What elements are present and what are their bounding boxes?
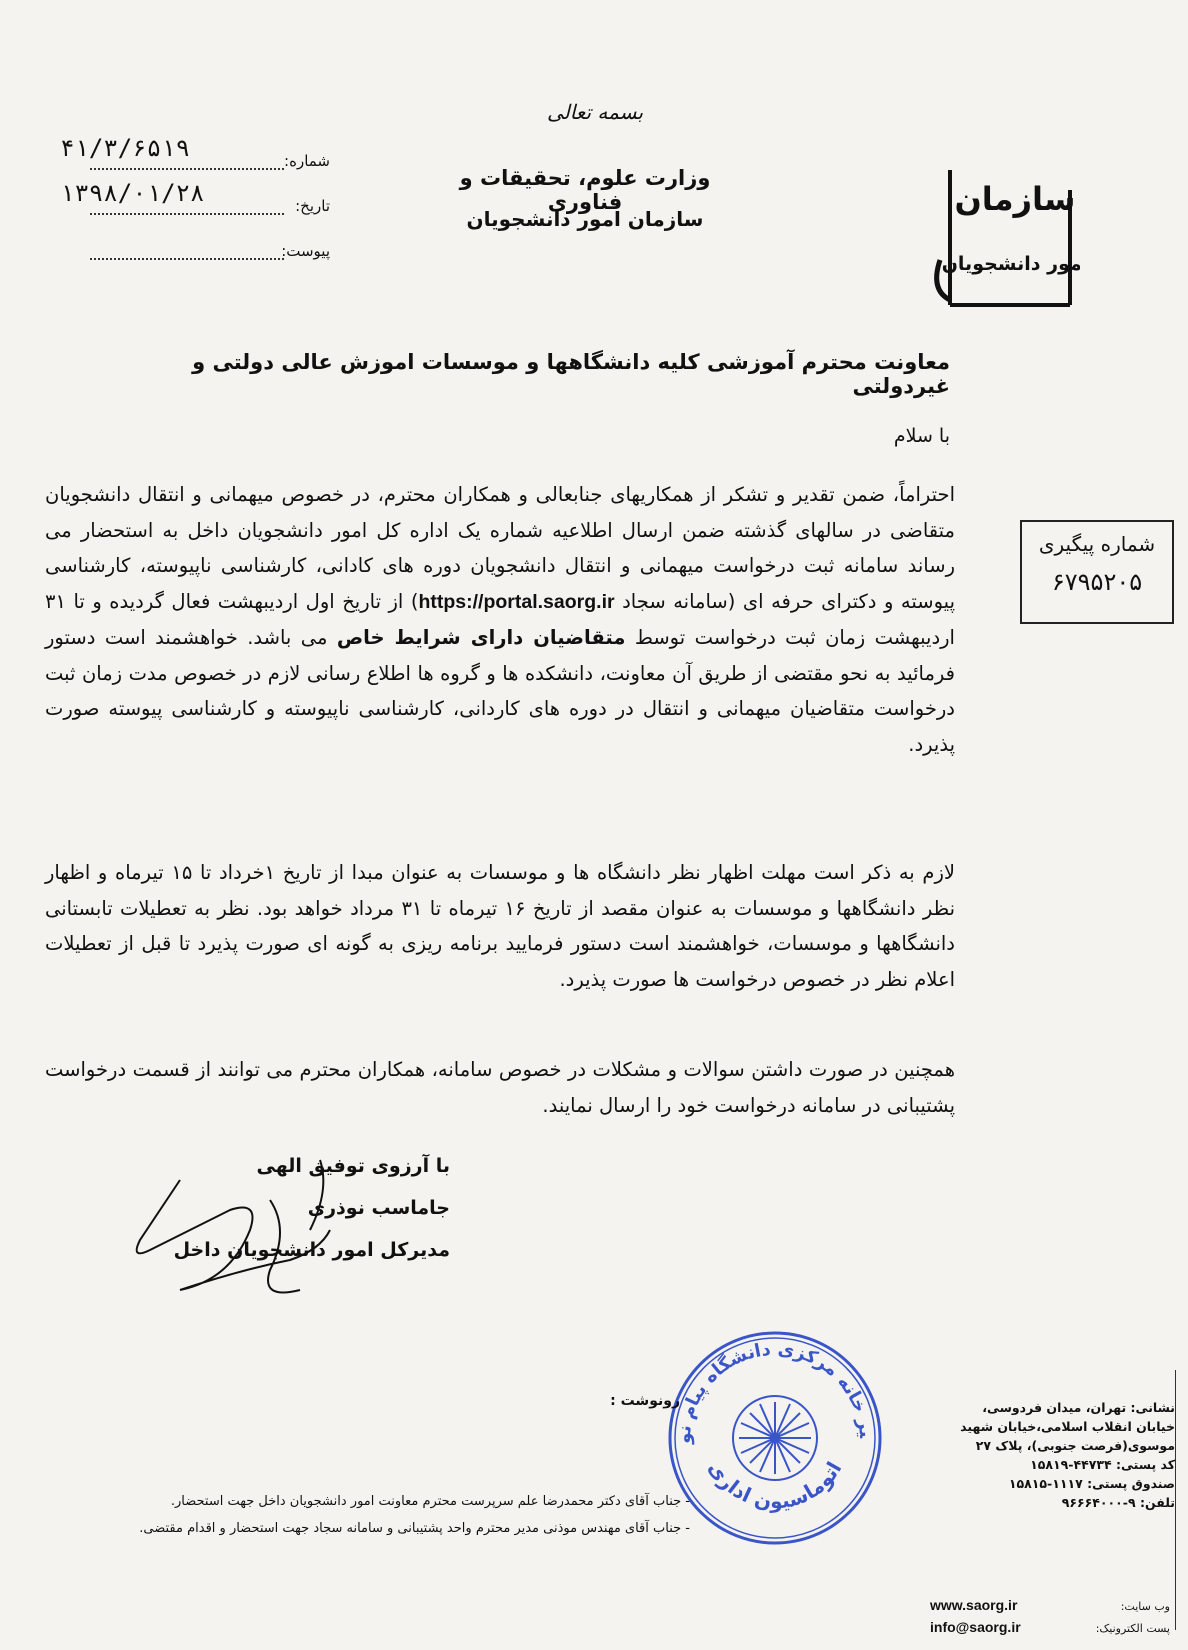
email-link[interactable]: info@saorg.ir xyxy=(930,1619,1021,1635)
stamp-bottom-text: اتوماسیون اداری xyxy=(703,1456,847,1514)
p1-part-b: ) از تاریخ اول اردیبهشت فعال گردیده و تا ۳۱ اردیبهشت زمان ثبت درخواست توسط xyxy=(45,589,955,649)
signature-block xyxy=(150,1145,450,1271)
contact-footer xyxy=(930,1595,1170,1639)
website-link[interactable]: www.saorg.ir xyxy=(930,1597,1018,1613)
letter-number-value: ۴۱/۳/۶۵۱۹ xyxy=(60,134,191,162)
organization-name: سازمان امور دانشجویان xyxy=(466,207,704,231)
cc-item: - جناب آقای مهندس موذنی مدیر محترم واحد پشتیبانی و سامانه سجاد جهت استحضار و اقدام مقتضی. xyxy=(139,1521,690,1536)
stamp-top-text: یر خانه مرکزی دانشگاه پیام نو xyxy=(673,1338,877,1444)
p1-part-c: می باشد. خواهشمند است دستور فرمائید به نحو مقتضی از طریق آن معاونت، دانشکده ها و گروه ها اطلاع رسانی لازم در خصوص مدت زمان ثبت درخواست متقاضیان میهمانی و انتقال در دوره های کاردانی، کارشناسی ناپیوسته و کارشناسی پیوسته صورت پذیرد. xyxy=(45,626,955,756)
website-row xyxy=(930,1595,1170,1617)
body-paragraph-1 xyxy=(45,477,955,762)
address-line: خیابان انقلاب اسلامی،خیابان شهید xyxy=(960,1419,1175,1434)
bismillah: بسمه تعالی xyxy=(546,100,644,124)
email-row xyxy=(930,1617,1170,1639)
website-label: وب سایت: xyxy=(1120,1600,1170,1613)
ministry-name: وزارت علوم، تحقیقات و فناوری xyxy=(459,166,711,214)
letter-date-row xyxy=(60,179,330,219)
email-label: پست الکترونیک: xyxy=(1095,1622,1170,1635)
cc-title: رونوشت : xyxy=(610,1393,680,1409)
address-line: تلفن: ۹-۹۶۶۶۴۰۰۰ xyxy=(1061,1495,1175,1510)
letter-date-value: ۱۳۹۸/۰۱/۲۸ xyxy=(60,179,205,207)
letter-number-row xyxy=(60,134,330,174)
address-line: موسوی(فرصت جنوبی)، پلاک ۲۷ xyxy=(975,1438,1175,1453)
tracking-number-box xyxy=(1020,520,1174,624)
signature-name: جاماسب نوذری xyxy=(307,1197,450,1219)
logo-text-line2: امور دانشجویان xyxy=(941,253,1080,275)
logo-text-line1: سازمان xyxy=(954,180,1076,218)
greeting: با سلام xyxy=(893,425,950,447)
address-line: نشانی: تهران، میدان فردوسی، xyxy=(982,1400,1175,1415)
letter-attachment-row xyxy=(60,238,330,264)
cc-item: - جناب آقای دکتر محمدرضا علم سرپرست محترم معاونت امور دانشجویان داخل جهت استحضار. xyxy=(170,1494,690,1509)
address-line: کد پستی: ۴۴۷۳۴-۱۵۸۱۹ xyxy=(1030,1457,1175,1472)
dotted-line xyxy=(90,238,284,260)
p1-part-a: احتراماً، ضمن تقدیر و تشکر از همکاریهای جنابعالی و همکاران محترم، در خصوص میهمانی و انتقال دانشجویان متقاضی در سالهای گذشته ضمن ارسال اطلاعیه شماره یک اداره کل امور دانشجویان داخل به استحضار می رساند سامانه ثبت درخواست میهمانی و انتقال دانشجویان دوره های کادانی، کارشناسی ناپیوسته، کارشناسی پیوسته و دکترای حرفه ای (سامانه سجاد xyxy=(45,483,955,613)
signature-closing: با آرزوی توفیق الهی xyxy=(256,1155,450,1177)
address-line: صندوق پستی: ۱۱۱۷-۱۵۸۱۵ xyxy=(1008,1476,1175,1491)
letter-attachment-label: پیوست: xyxy=(281,242,330,260)
official-stamp xyxy=(660,1320,890,1550)
portal-link[interactable]: https://portal.saorg.ir xyxy=(418,590,615,613)
body-paragraph-2: لازم به ذکر است مهلت اظهار نظر دانشگاه ها و موسسات به عنوان مبدا از تاریخ ۱خرداد تا ۱۵ تیرماه و اظهار نظر دانشگاهها و موسسات به عنوان مقصد از تاریخ ۱۶ تیرماه تا ۳۱ مرداد خواهد بود. نظر به تعطیلات تابستانی دانشگاهها و موسسات، خواهشمند است دستور فرمایید برنامه ریزی به گونه ای صورت پذیرد تا قبل از تعطیلات اعلام نظر در خصوص درخواست ها صورت پذیرد. xyxy=(45,861,956,991)
p1-bold-phrase: متقاضیان دارای شرایط خاص xyxy=(336,626,626,649)
tracking-label: شماره پیگیری xyxy=(1038,532,1156,556)
signature-title: مدیرکل امور دانشجویان داخل xyxy=(173,1239,450,1261)
addressee: معاونت محترم آموزشی کلیه دانشگاهها و موسسات اموزش عالی دولتی و غیردولتی xyxy=(192,350,950,398)
organization-logo xyxy=(920,150,1080,330)
tracking-value: ۶۷۹۵۲۰۵ xyxy=(1051,568,1143,596)
letter-number-label: شماره: xyxy=(284,152,330,170)
address-block xyxy=(950,1398,1175,1512)
sidebar-divider xyxy=(1175,1370,1176,1630)
letter-date-label: تاریخ: xyxy=(295,197,330,215)
body-paragraph-3: همچنین در صورت داشتن سوالات و مشکلات در خصوص سامانه، همکاران محترم می توانند از قسمت درخواست پشتیبانی در سامانه درخواست خود را ارسال نمایند. xyxy=(45,1058,955,1117)
